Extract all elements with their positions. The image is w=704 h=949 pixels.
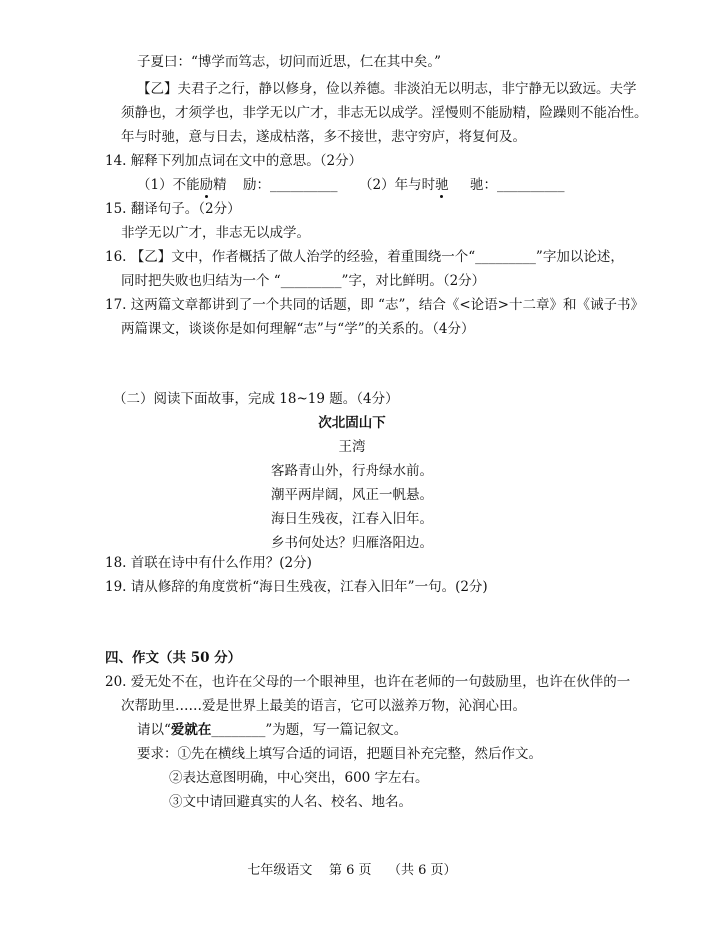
poem-title: 次北固山下 [318,415,386,431]
question-15-sentence: 非学无以广才，非志无以成学。 [121,225,310,241]
question-14-item-2-answer [470,176,565,194]
poem-line: 乡书何处达？归雁洛阳边。 [271,535,433,551]
question-16-line: 16. 【乙】文中，作者概括了做人治学的经验，着重围绕一个“_________”字加以论述， [105,249,624,265]
answer-blank[interactable]: __________ [497,177,565,193]
passage-b-line: 年与时驰，意与日去，遂成枯落，多不接世，悲守穷庐，将复何及。 [121,129,526,145]
question-14-item-1-answer [243,176,338,194]
q14-item1-prefix: （1）不能 [137,177,200,193]
q14-item1-suffix: 精 [213,177,227,193]
requirement-line [137,745,542,763]
question-17-line: 17. 这两篇文章都讲到了一个共同的话题，即 “志”，结合《<论语>十二章》和《诫子书》 [105,297,644,313]
page-footer: 七年级语文 第 6 页 （共 6 页） [247,863,457,878]
title-blank[interactable]: ________ [211,722,266,738]
requirement-1: ①先在横线上填写合适的词语，把题目补充完整，然后作文。 [177,746,542,762]
question-18: 18. 首联在诗中有什么作用？(2分) [105,555,312,571]
requirement-label: 要求： [137,746,178,762]
q14-item2-dotted-word: 驰 [435,177,449,193]
poem-line: 海日生残夜，江春入旧年。 [271,511,433,527]
question-14-item-1 [137,176,227,194]
question-20-line: 次帮助里……爱是世界上最美的语言，它可以滋养万物，沁润心田。 [121,698,526,714]
q14-item2-prefix: （2）年与时 [359,177,436,193]
q14-item2-key: 驰： [470,177,497,193]
poem-author: 王湾 [338,439,366,455]
poem-line: 潮平两岸阔，风正一帆悬。 [271,487,433,503]
requirement-2: ②表达意图明确，中心突出，600 字左右。 [169,770,429,786]
poem-line: 客路青山外，行舟绿水前。 [271,463,433,479]
question-20-line: 20. 爱无处不在，也许在父母的一个眼神里，也许在老师的一句鼓励里，也许在伙伴的一 [105,674,631,690]
section-heading: （二）阅读下面故事，完成 18~19 题。（4分） [113,391,399,407]
passage-b-line: 须静也，才须学也，非学无以广才，非志无以成学。淫慢则不能励精，险躁则不能冶性。 [121,105,648,121]
passage-b-line: 【乙】夫君子之行，静以修身，俭以养德。非淡泊无以明志，非宁静无以致远。夫学 [137,81,637,97]
question-19: 19. 请从修辞的角度赏析“海日生残夜，江春入旧年”一句。(2分) [105,579,488,595]
question-15: 15. 翻译句子。（2分） [105,201,241,217]
section-heading: 四、作文（共 50 分） [105,650,242,666]
q14-item1-key: 励： [243,177,270,193]
question-14-item-2 [359,176,449,194]
question-17-line: 两篇课文，谈谈你是如何理解“志”与“学”的关系的。（4分） [121,321,475,337]
question-20-prompt [137,721,407,739]
q14-item1-dotted-word: 励 [199,177,214,193]
question-14: 14. 解释下列加点词在文中的意思。（2分） [105,153,363,169]
requirement-3: ③文中请回避真实的人名、校名、地名。 [169,794,412,810]
prompt-title: 爱就在 [170,722,212,738]
prompt-suffix: ”为题，写一篇记叙文。 [265,722,408,738]
passage-a-line: 子夏曰：“博学而笃志，切问而近思，仁在其中矣。” [137,54,442,70]
question-16-line: 同时把失败也归结为一个 “_________”字，对比鲜明。（2分） [121,273,486,289]
prompt-prefix: 请以“ [137,722,171,738]
answer-blank[interactable]: __________ [270,177,338,193]
